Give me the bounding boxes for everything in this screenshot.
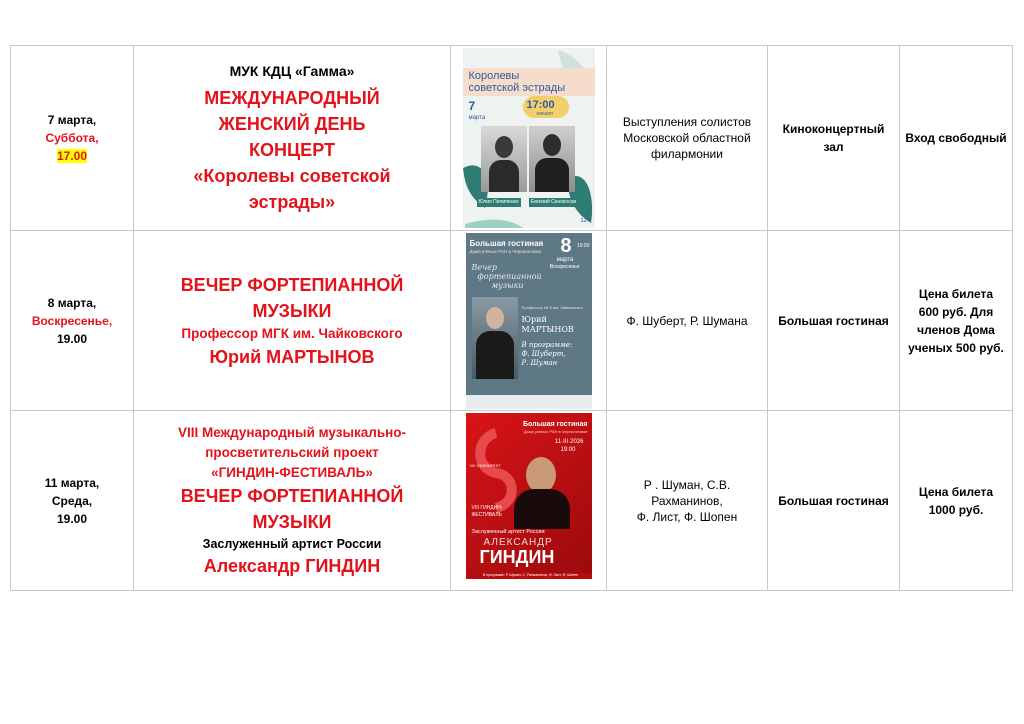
poster-time: 19:00: [576, 242, 590, 249]
event-cell: [134, 46, 451, 231]
fest-name: VIII ГИНДИН- ФЕСТИВАЛЬ: [471, 504, 503, 518]
price-line: 1000 руб.: [928, 502, 984, 517]
poster-first: АЛЕКСАНДР: [483, 536, 553, 548]
poster-day: 7: [468, 99, 476, 113]
event-cell: [134, 411, 451, 591]
event-cell: [134, 231, 451, 411]
project-line: «ГИНДИН-ФЕСТИВАЛЬ»: [211, 464, 373, 480]
poster-name-2: Евгений Сенокосов: [529, 198, 579, 207]
poster-hall: Большая гостиная: [523, 420, 588, 428]
poster-month: марта: [556, 256, 574, 263]
program-line: Выступления солистов: [622, 115, 752, 129]
poster-script: Вечер фортепианной музыки: [471, 262, 542, 290]
program-cell: [607, 231, 768, 411]
price-line: членов Дома: [917, 322, 995, 337]
event-title-line: МУЗЫКИ: [252, 300, 332, 321]
program-cell: [607, 411, 768, 591]
venue-cell: [768, 411, 900, 591]
poster-honor: Заслуженный артист России: [471, 528, 545, 535]
poster-first: Юрий: [521, 314, 547, 324]
project-line: VIII Международный музыкально-: [177, 424, 407, 440]
program-line: Ф. Шуберт, Р. Шумана: [626, 313, 748, 328]
pianist-photo: [472, 297, 518, 379]
singer-photo-2: [529, 126, 575, 192]
event-title-line: ВЕЧЕР ФОРТЕПИАННОЙ: [180, 485, 404, 506]
poster-title: Королевы советской эстрады: [468, 70, 566, 94]
poster-cell: [451, 411, 607, 591]
date-text: 11 марта,: [44, 475, 100, 490]
program-line: Московской областной: [623, 131, 751, 145]
event-title-line: МУЗЫКИ: [252, 511, 332, 532]
venue-line: зал: [823, 140, 844, 154]
program-line: Ф. Лист, Ф. Шопен: [636, 509, 738, 524]
organizer-name: МУК КДЦ «Гамма»: [229, 62, 355, 79]
poster-hall: Большая гостиная: [469, 238, 544, 248]
venue-cell: [768, 231, 900, 411]
date-text: 8 марта,: [47, 295, 97, 310]
poster-time: 17:00: [526, 99, 555, 111]
venue-line: Большая гостиная: [778, 493, 889, 508]
time-text: 19.00: [56, 331, 88, 346]
table-row: [11, 411, 1013, 591]
project-line: просветительский проект: [205, 444, 379, 460]
poster-cell: [451, 231, 607, 411]
poster-day: 8: [560, 234, 572, 257]
poster-date: 11·III·2026: [554, 438, 584, 445]
date-cell: [11, 411, 134, 591]
poster-house: Дома учёных РАН в Черноголовке: [469, 248, 542, 254]
event-title-line: МЕЖДУНАРОДНЫЙ: [204, 87, 380, 108]
poster-prof: Профессор МГК им. Чайковского: [521, 304, 583, 310]
table-row: [11, 46, 1013, 231]
performer-title: Заслуженный артист России: [202, 536, 382, 551]
poster-last: ГИНДИН: [479, 546, 555, 567]
poster-house: Дома учёных РАН в Черноголовке: [523, 428, 588, 434]
weekday-text: Суббота,: [45, 131, 99, 145]
poster-time: 19:00: [560, 446, 576, 453]
event-title-line: ЖЕНСКИЙ ДЕНЬ: [218, 113, 366, 134]
performer-name: Александр ГИНДИН: [203, 555, 381, 576]
price-cell: [900, 411, 1013, 591]
pianist-photo: [512, 455, 572, 529]
age-badge: 12+: [580, 218, 591, 224]
date-cell: [11, 46, 134, 231]
event-title-line: эстрады»: [248, 191, 336, 212]
venue-line: Киноконцертный: [782, 122, 885, 136]
price-line: 600 руб. Для: [918, 304, 994, 319]
weekday-text: Воскресенье,: [31, 313, 113, 328]
price-cell: [900, 46, 1013, 231]
poster-image: [463, 48, 595, 228]
venue-cell: [768, 46, 900, 231]
poster-program: В программе: Р. Шуман, С. Рахманинов, Ф. Лист, Ф. Шопен: [482, 572, 579, 577]
venue-line: Большая гостиная: [778, 313, 889, 328]
price-cell: [900, 231, 1013, 411]
date-text: 7 марта,: [47, 113, 97, 127]
weekday-text: Среда,: [51, 493, 93, 508]
performer-title: Профессор МГК им. Чайковского: [181, 325, 403, 341]
program-line: Р . Шуман, С.В. Рахманинов,: [643, 477, 731, 508]
program-cell: [607, 46, 768, 231]
event-title-line: «Королевы советской: [193, 165, 391, 186]
table-row: [11, 231, 1013, 411]
schedule-table: [10, 45, 1013, 591]
poster-image: [466, 413, 592, 589]
fest-tag: VIII GINDINFEST: [469, 462, 501, 468]
event-title-line: КОНЦЕРТ: [249, 139, 335, 160]
date-cell: [11, 231, 134, 411]
price-line: Цена билета: [918, 286, 994, 301]
poster-name-1: Юлия Пилипенко: [478, 199, 519, 205]
poster-month: марта: [468, 115, 486, 121]
program-line: филармонии: [651, 147, 723, 161]
price-line: ученых 500 руб.: [908, 340, 1004, 355]
poster-weekday: Воскресенье: [549, 263, 580, 270]
poster-cell: [451, 46, 607, 231]
time-text: 19.00: [56, 511, 88, 526]
poster-program: В программе: Ф. Шуберт, Р. Шуман: [521, 340, 573, 367]
poster-image: [466, 233, 592, 409]
price-line: Цена билета: [918, 484, 994, 499]
event-title-line: ВЕЧЕР ФОРТЕПИАННОЙ: [180, 274, 404, 295]
singer-photo-1: [481, 126, 527, 192]
poster-last: МАРТЫНОВ: [521, 324, 574, 334]
time-text: 17.00: [56, 149, 88, 163]
price-line: Вход свободный: [905, 131, 1007, 145]
poster-time-note: начало: [536, 111, 554, 117]
performer-name: Юрий МАРТЫНОВ: [209, 346, 375, 367]
